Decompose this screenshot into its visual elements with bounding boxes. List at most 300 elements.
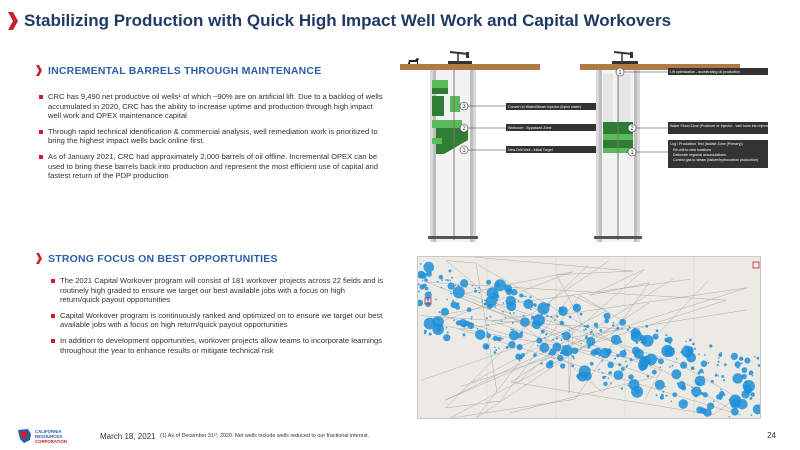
callout-label: Log / Production Test (Isolate Zone (Primary)) (670, 142, 743, 146)
section-chevron-icon (36, 253, 42, 264)
well-marker (750, 392, 755, 397)
callout-label: Lift optimization - accelerating oil production (670, 70, 740, 74)
callout-sub-bullet: Re-drill to new locations (673, 148, 712, 152)
well-marker (719, 395, 723, 399)
bullet-item: Through rapid technical identification & commercial analysis, well remediation work is prioritized to bring the highest impact wells back online first. (38, 127, 383, 146)
well-marker (731, 408, 739, 416)
well-marker (661, 345, 673, 357)
well-marker (441, 279, 443, 281)
well-marker (490, 316, 492, 318)
footnote: (1) As of December 31ˢᵗ, 2020. Net wells include wells reduced to our fractional interest. (160, 433, 370, 439)
well-marker (612, 324, 614, 326)
well-marker (495, 283, 499, 287)
well-marker (420, 275, 422, 277)
well-marker (627, 385, 629, 387)
section-heading-opportunities: STRONG FOCUS ON BEST OPPORTUNITIES (48, 253, 278, 265)
well-marker (593, 333, 595, 335)
well-marker (665, 334, 667, 336)
well-marker (656, 394, 658, 396)
well-marker (520, 331, 523, 334)
well-marker (657, 386, 659, 388)
well-marker (446, 327, 448, 329)
well-marker (478, 287, 480, 289)
bullet-icon (39, 95, 43, 99)
well-marker (656, 329, 659, 332)
well-marker (465, 286, 467, 288)
well-marker (723, 379, 725, 381)
well-marker (484, 299, 486, 301)
well-marker (533, 353, 537, 357)
well-marker (604, 315, 606, 317)
well-marker (557, 355, 563, 361)
callout-sub-bullet: Delineate regional accumulations (673, 153, 726, 157)
bullet-icon (51, 314, 55, 318)
well-marker (523, 315, 525, 317)
well-marker (676, 358, 678, 360)
footer-date: March 18, 2021 (100, 432, 156, 441)
well-marker (562, 349, 569, 356)
well-marker (647, 375, 650, 378)
callout-number: 2 (630, 126, 634, 132)
well-marker (698, 353, 700, 355)
well-marker (485, 345, 489, 349)
well-marker (501, 320, 503, 322)
well-marker (496, 299, 498, 301)
well-marker (424, 278, 428, 282)
well-marker (424, 333, 426, 335)
well-marker (741, 362, 743, 364)
well-marker (422, 280, 424, 282)
well-marker (441, 308, 449, 316)
well-marker (586, 337, 595, 346)
well-marker (751, 414, 753, 416)
well-marker (455, 285, 457, 287)
well-marker (597, 327, 599, 329)
well-marker (694, 348, 696, 350)
well-marker (530, 296, 532, 298)
well-marker (718, 357, 720, 359)
bear-icon (408, 58, 419, 64)
well-marker (551, 316, 553, 318)
well-marker (672, 392, 677, 397)
well-marker (506, 301, 516, 311)
well-marker (530, 301, 532, 303)
well-marker (525, 296, 527, 298)
well-marker (512, 329, 514, 331)
well-marker (720, 389, 722, 391)
well-marker (713, 400, 715, 402)
well-marker (729, 395, 741, 407)
well-marker (696, 377, 698, 379)
well-marker (474, 288, 476, 290)
well-marker (477, 328, 479, 330)
svg-text:CALIFORNIA: CALIFORNIA (35, 429, 62, 434)
well-marker (425, 325, 427, 327)
svg-text:RESOURCES: RESOURCES (35, 434, 63, 439)
well-marker (618, 363, 621, 366)
well-marker (571, 347, 578, 354)
well-marker (561, 339, 563, 341)
well-marker (445, 279, 447, 281)
well-marker (591, 349, 598, 356)
well-marker (523, 299, 533, 309)
well-marker (552, 339, 554, 341)
well-marker (603, 382, 607, 386)
opportunities-bullet-list (50, 276, 385, 361)
section-heading-maintenance: INCREMENTAL BARRELS THROUGH MAINTENANCE (48, 65, 322, 77)
well-marker (757, 357, 760, 360)
well-marker (450, 280, 452, 282)
well-marker (715, 375, 717, 377)
well-marker (556, 337, 558, 339)
well-marker (621, 367, 625, 371)
well-marker (701, 360, 708, 367)
well-marker (584, 325, 586, 327)
well-marker (573, 358, 575, 360)
well-marker (581, 343, 583, 345)
well-marker (636, 341, 639, 344)
well-marker (535, 305, 537, 307)
well-marker (610, 383, 612, 385)
well-marker (628, 326, 630, 328)
well-marker (703, 376, 705, 378)
well-marker (752, 375, 754, 377)
well-marker (541, 330, 545, 334)
well-marker (561, 310, 563, 312)
well-marker (502, 338, 504, 340)
well-marker (510, 329, 512, 331)
well-marker (485, 296, 496, 307)
callout-label: New Drill Well - Initial Target (508, 148, 553, 152)
right-well (580, 52, 771, 242)
bullet-item: CRC has 9,490 net productive oil wells¹ of which ~90% are on artificial lift. Due to a backlog of wells accumulated in 2020, CRC has the ability to increase uptime and production through high impact well work and OPEX maintenance capital (38, 92, 383, 121)
well-marker (423, 262, 434, 273)
well-marker (516, 344, 522, 350)
well-marker (607, 362, 614, 369)
well-marker (541, 363, 543, 365)
well-marker (678, 399, 687, 408)
map-marker (753, 262, 759, 268)
well-marker (653, 334, 659, 340)
bullet-item: The 2021 Capital Workover program will consist of 181 workover projects across 22 fields and is routinely high graded to ensure we target our best available jobs with a focus on high return/quick payout opportunities (50, 276, 385, 305)
bullet-item: In addition to development opportunities, workover projects allow teams to incorporate learnings throughout the year to enhance results or mitigate technical risk (50, 336, 385, 355)
well-marker (456, 302, 459, 305)
well-marker (487, 324, 489, 326)
well-marker (560, 352, 562, 354)
well-marker (685, 341, 687, 343)
workover-map (417, 256, 761, 419)
well-marker (502, 302, 504, 304)
well-marker (661, 394, 664, 397)
well-marker (611, 335, 621, 345)
well-marker (493, 336, 498, 341)
well-marker (691, 387, 701, 397)
well-marker (506, 346, 509, 349)
well-marker (753, 404, 761, 414)
pumpjack-icon (612, 52, 638, 64)
well-marker (467, 307, 472, 312)
well-marker (509, 312, 511, 314)
well-marker (655, 380, 665, 390)
well-marker (502, 311, 504, 313)
well-marker (453, 286, 465, 298)
well-marker (569, 316, 572, 319)
callout-label: Workover - Bypassed Zone (508, 126, 552, 130)
well-marker (637, 331, 639, 333)
well-marker (474, 290, 477, 293)
well-marker (519, 294, 523, 298)
well-marker (589, 345, 591, 347)
well-marker (425, 292, 432, 299)
well-marker (614, 357, 616, 359)
callout-number: 1 (618, 70, 622, 76)
well-marker (600, 348, 611, 359)
well-marker (616, 327, 619, 330)
well-marker (601, 360, 603, 362)
well-marker (471, 318, 473, 320)
well-marker (450, 293, 452, 295)
well-marker (758, 364, 761, 367)
well-marker (418, 283, 420, 285)
bullet-icon (39, 155, 43, 159)
well-marker (495, 306, 497, 308)
well-marker (750, 397, 753, 400)
well-marker (665, 395, 667, 397)
well-marker (452, 300, 454, 302)
well-marker (548, 360, 553, 365)
well-marker (718, 353, 722, 357)
page-number: 24 (767, 431, 776, 440)
well-marker (530, 309, 532, 311)
well-marker (696, 406, 703, 413)
well-marker (590, 331, 593, 334)
well-marker (559, 307, 561, 309)
well-marker (638, 356, 640, 358)
crc-logo (14, 426, 94, 446)
callout-number: 3 (462, 104, 466, 110)
well-marker (425, 287, 429, 291)
well-marker (619, 350, 626, 357)
well-marker (568, 335, 570, 337)
maintenance-bullet-list (38, 92, 383, 187)
well-marker (571, 365, 574, 368)
well-marker (556, 315, 558, 317)
well-marker (662, 391, 664, 393)
well-marker (467, 322, 474, 329)
well-marker (724, 363, 727, 366)
well-marker (419, 284, 424, 289)
pumpjack-icon (448, 52, 472, 64)
well-marker (418, 300, 423, 307)
well-marker (429, 332, 432, 335)
well-marker (579, 365, 591, 377)
well-marker (628, 374, 634, 380)
well-marker (664, 386, 666, 388)
well-marker (493, 351, 496, 354)
well-marker (754, 356, 756, 358)
well-marker (658, 358, 664, 364)
well-diagram (400, 50, 780, 245)
well-marker (735, 361, 741, 367)
well-marker (586, 325, 589, 328)
well-marker (682, 382, 684, 384)
well-marker (441, 287, 443, 289)
well-marker (569, 330, 571, 332)
well-marker (418, 291, 420, 293)
well-marker (689, 339, 692, 342)
map-canvas (418, 257, 761, 419)
well-marker (672, 365, 674, 367)
well-marker (691, 389, 693, 391)
well-marker (513, 312, 515, 314)
well-marker (599, 329, 602, 332)
well-marker (585, 328, 587, 330)
well-marker (481, 300, 483, 302)
map-road (440, 265, 690, 336)
bullet-item: Capital Workover program is continuously ranked and optimized on to ensure we target our best available jobs with a focus on high return/quick payout opportunities (50, 311, 385, 330)
well-marker (537, 345, 539, 347)
left-well (400, 52, 600, 242)
well-marker (681, 346, 693, 358)
well-marker (494, 347, 496, 349)
well-marker (670, 400, 672, 402)
well-marker (625, 360, 627, 362)
well-marker (621, 387, 623, 389)
well-marker (448, 283, 455, 290)
well-marker (553, 357, 555, 359)
well-marker (439, 275, 443, 279)
well-marker (736, 355, 738, 357)
page-title: Stabilizing Production with Quick High Impact Well Work and Capital Workovers (24, 11, 672, 30)
well-marker (459, 319, 467, 327)
well-marker (744, 358, 750, 364)
well-marker (460, 279, 468, 287)
well-marker (432, 316, 444, 328)
bullet-icon (39, 130, 43, 134)
well-marker (486, 332, 488, 334)
well-marker (728, 416, 730, 418)
well-marker (685, 401, 687, 403)
well-marker (650, 364, 652, 366)
well-marker (716, 364, 718, 366)
well-marker (560, 363, 565, 368)
callout-number: 1 (462, 148, 466, 154)
well-marker (565, 307, 567, 309)
well-marker (616, 354, 619, 357)
well-marker (680, 362, 687, 369)
well-marker (486, 333, 491, 338)
well-marker (554, 319, 556, 321)
well-marker (512, 322, 514, 324)
well-marker (486, 280, 491, 285)
well-marker (739, 357, 743, 361)
well-marker (478, 292, 480, 294)
well-marker (749, 370, 754, 375)
well-marker (621, 328, 623, 330)
well-marker (732, 373, 743, 384)
well-marker (703, 392, 708, 397)
well-marker (537, 302, 549, 314)
well-marker (453, 319, 455, 321)
well-marker (515, 353, 521, 359)
well-marker (548, 353, 551, 356)
well-marker (691, 386, 693, 388)
well-marker (664, 338, 668, 342)
well-marker (692, 343, 695, 346)
well-marker (631, 331, 642, 342)
well-marker (668, 349, 670, 351)
well-marker (639, 356, 648, 365)
well-marker (627, 329, 629, 331)
well-marker (546, 315, 548, 317)
well-marker (447, 331, 449, 333)
well-marker (741, 367, 747, 373)
well-marker (613, 322, 615, 324)
well-marker (523, 295, 525, 297)
well-marker (721, 375, 724, 378)
well-marker (718, 361, 720, 363)
well-marker (709, 344, 712, 347)
well-marker (717, 375, 719, 377)
well-marker (583, 329, 585, 331)
well-marker (580, 313, 583, 316)
well-marker (560, 321, 564, 325)
well-marker (660, 367, 662, 369)
well-marker (586, 335, 588, 337)
well-marker (471, 316, 473, 318)
well-marker (635, 389, 640, 394)
well-marker (645, 325, 648, 328)
well-marker (497, 338, 499, 340)
well-marker (671, 369, 681, 379)
well-marker (699, 369, 703, 373)
well-marker (652, 370, 657, 375)
well-marker (455, 305, 460, 310)
callout-number: 2 (462, 126, 466, 132)
well-marker (678, 381, 686, 389)
well-marker (640, 342, 642, 344)
well-marker (451, 277, 453, 279)
callout-number: 1 (630, 150, 634, 156)
well-marker (552, 342, 561, 351)
well-marker (443, 334, 450, 341)
well-marker (435, 299, 437, 301)
well-marker (520, 317, 530, 327)
well-marker (656, 358, 658, 360)
well-marker (536, 337, 542, 343)
bullet-item: As of January 2021, CRC had approximately 2,000 barrels of oil offline. Incremental OPEX can be used to bring these barrels back into production and represent the most efficient use of capital and fastest return of the PDP production (38, 152, 383, 181)
well-marker (573, 304, 581, 312)
title-chevron-icon (8, 12, 18, 30)
well-marker (626, 365, 628, 367)
well-marker (504, 285, 512, 293)
well-marker (602, 376, 605, 379)
well-marker (475, 329, 486, 340)
well-marker (561, 333, 563, 335)
well-marker (744, 386, 752, 394)
map-road (445, 297, 621, 400)
well-marker (462, 333, 465, 336)
well-marker (447, 279, 449, 281)
well-marker (642, 335, 654, 347)
well-marker (673, 348, 675, 350)
bullet-icon (51, 339, 55, 343)
well-marker (600, 354, 602, 356)
well-marker (608, 371, 612, 375)
well-marker (630, 331, 632, 333)
callout-label: Water Flood Zone (Producer or Injector - well turns into injector) (670, 124, 772, 128)
well-marker (427, 298, 430, 301)
